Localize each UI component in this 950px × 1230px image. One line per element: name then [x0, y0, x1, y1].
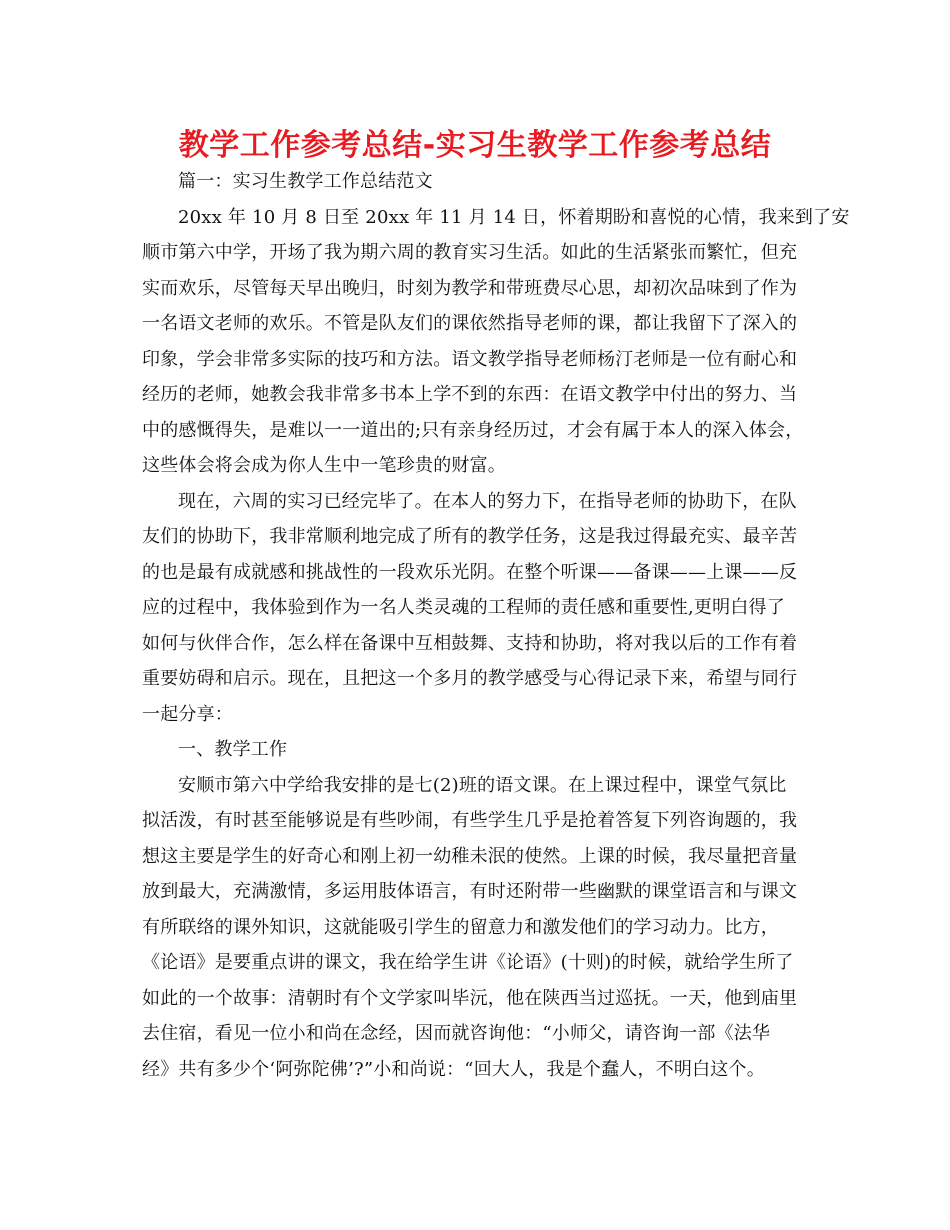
paragraph-line: 想这主要是学生的好奇心和刚上初一幼稚未泯的使然。上课的时候，我尽量把音量 [142, 845, 798, 867]
document-body [142, 164, 850, 1087]
paragraph-line: 的也是最有成就感和挑战性的一段欢乐光阴。在整个听课——备课——上课——反 [142, 561, 798, 583]
section-heading: 一、教学工作 [178, 739, 288, 760]
paragraph-line: 拟活泼，有时甚至能够说是有些吵闹，有些学生几乎是抢着答复下列咨询题的，我 [142, 810, 798, 831]
paragraph-line: 实而欢乐，尽管每天早出晚归，时刻为教学和带班费尽心思，却初次品味到了作为 [142, 277, 798, 299]
paragraph-3 [142, 768, 832, 1088]
paragraph-line: 去住宿，看见一位小和尚在念经，因而就咨询他：“小师父，请咨询一部《法华 [142, 1023, 771, 1044]
paragraph-line: 顺市第六中学，开场了我为期六周的教育实习生活。如此的生活紧张而繁忙，但充 [142, 242, 798, 263]
paragraph-line: 这些体会将会成为你人生中一笔珍贵的财富。 [142, 455, 506, 476]
paragraph-line: 经历的老师，她教会我非常多书本上学不到的东西：在语文教学中付出的努力、当 [142, 384, 798, 405]
paragraph-line: 经》共有多少个‘阿弥陀佛’?”小和尚说：“回大人，我是个蠢人，不明白这个。 [142, 1058, 765, 1080]
paragraph-line: 现在，六周的实习已经完毕了。在本人的努力下，在指导老师的协助下，在队 [178, 490, 797, 512]
paragraph-line: 有所联络的课外知识，这就能吸引学生的留意力和激发他们的学习动力。比方， [142, 916, 779, 938]
subtitle: 篇一：实习生教学工作总结范文 [178, 171, 433, 192]
paragraph-2 [142, 484, 832, 733]
document-title: 教学工作参考总结-实习生教学工作参考总结 [178, 128, 772, 163]
paragraph-line: 友们的协助下，我非常顺利地完成了所有的教学任务，这是我过得最充实、最辛苦 [142, 526, 798, 547]
paragraph-line: 安顺市第六中学给我安排的是七(2)班的语文课。在上课过程中，课堂气氛比 [178, 774, 787, 796]
paragraph-line: 如何与伙伴合作，怎么样在备课中互相鼓舞、支持和协助，将对我以后的工作有着 [142, 632, 798, 654]
paragraph-line: 《论语》是要重点讲的课文，我在给学生讲《论语》(十则)的时候，就给学生所了 [142, 952, 794, 973]
paragraph-line: 重要妨碍和启示。现在，且把这一个多月的教学感受与心得记录下来，希望与同行 [142, 668, 798, 689]
paragraph-line: 中的感慨得失，是难以一一道出的;只有亲身经历过，才会有属于本人的深入体会， [142, 419, 804, 441]
paragraph-line: 一名语文老师的欢乐。不管是队友们的课依然指导老师的课，都让我留下了深入的 [142, 313, 798, 334]
paragraph-line: 一起分享： [142, 703, 233, 725]
paragraph-line: 应的过程中，我体验到作为一名人类灵魂的工程师的责任感和重要性,更明白得了 [142, 597, 785, 618]
paragraph-line: 20xx 年 10 月 8 日至 20xx 年 11 月 14 日，怀着期盼和喜悦的心情，我来到了安 [178, 206, 850, 228]
paragraph-line: 印象，学会非常多实际的技巧和方法。语文教学指导老师杨汀老师是一位有耐心和 [142, 348, 798, 370]
paragraph-1 [142, 200, 850, 484]
paragraph-line: 放到最大，充满激情，多运用肢体语言，有时还附带一些幽默的课堂语言和与课文 [142, 881, 798, 902]
paragraph-line: 如此的一个故事：清朝时有个文学家叫毕沅，他在陕西当过巡抚。一天，他到庙里 [142, 987, 798, 1009]
